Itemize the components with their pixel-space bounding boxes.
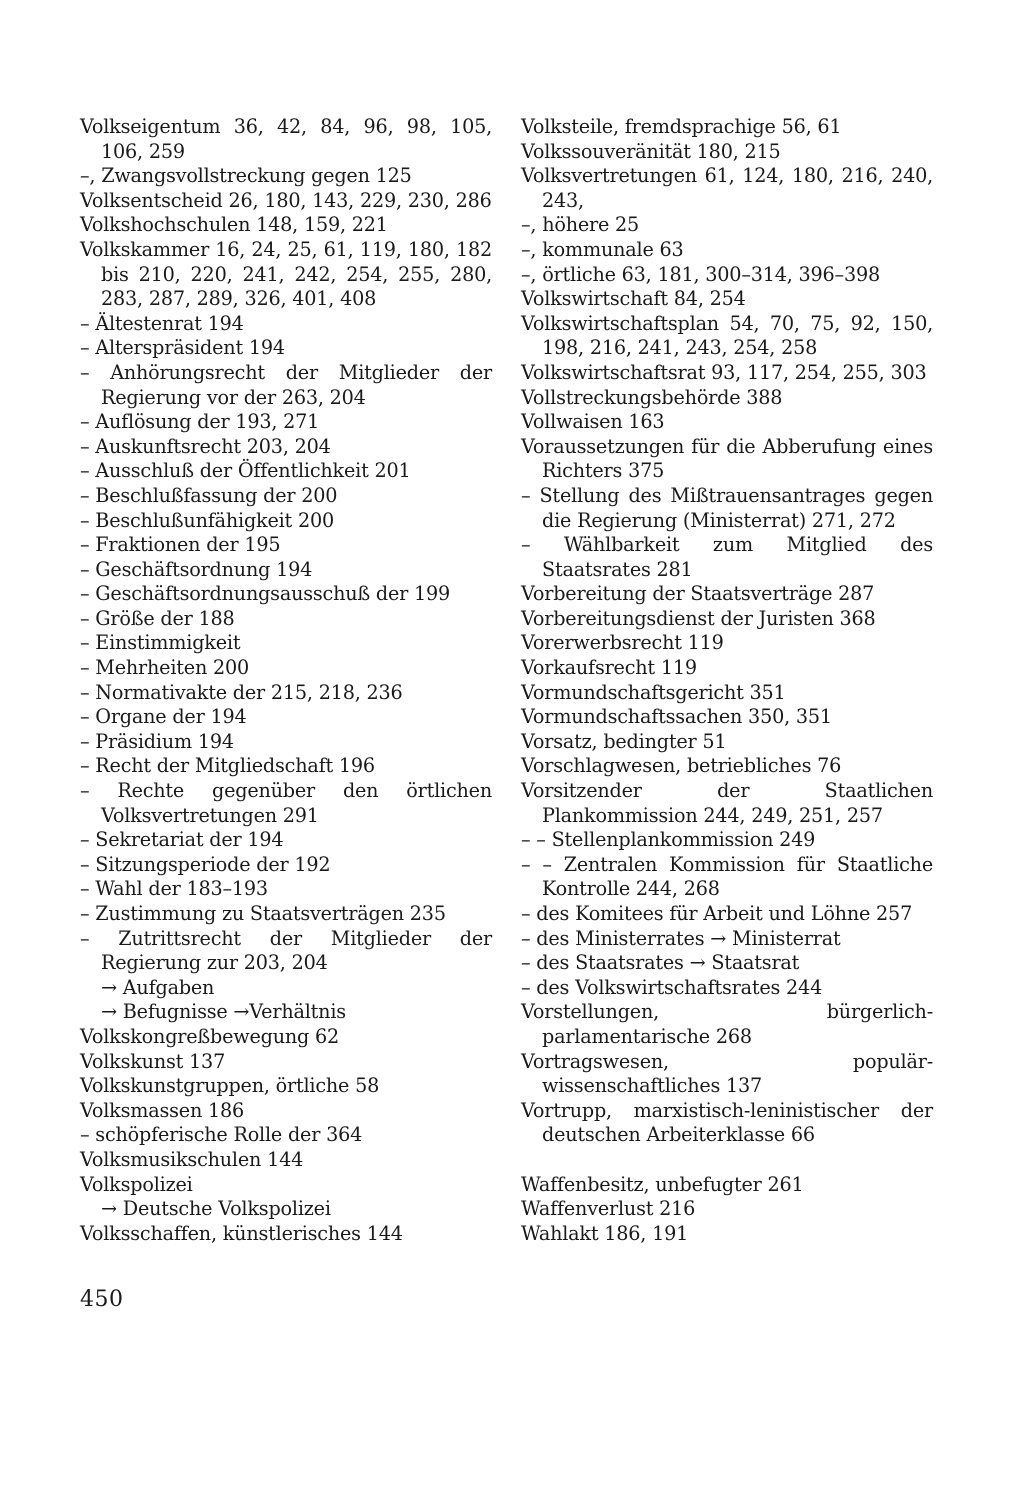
index-entry: Volksmassen 186	[80, 1098, 245, 1122]
index-entry: Volksschaffen, künstlerisches 144	[80, 1221, 403, 1245]
page-number: 450	[80, 1287, 124, 1312]
index-entry: – Anhörungsrecht der Mitglieder der Regierung vor der 263, 204	[80, 360, 492, 409]
index-entry: –, örtliche 63, 181, 300–314, 396–398	[521, 262, 880, 286]
index-entry: – Wahl der 183–193	[80, 877, 268, 901]
index-entry: – – Stellenplankommission 249	[521, 828, 816, 852]
index-entry: Volkspolizei	[80, 1172, 193, 1196]
index-entry: Vortrupp, marxistisch-leninistischer der deutschen Arbeiterklasse 66	[521, 1098, 933, 1147]
index-entry: Volkshochschulen 148, 159, 221	[80, 213, 388, 237]
index-entry: – Recht der Mitgliedschaft 196	[80, 754, 375, 778]
index-entry: – Wählbarkeit zum Mitglied des Staatsrates 281	[521, 533, 933, 581]
index-entry: – Einstimmigkeit	[80, 631, 241, 655]
index-entry: – Zutrittsrecht der Mitglieder der Regierung zur 203, 204	[80, 926, 492, 975]
index-entry: – des Ministerrates → Ministerrat	[521, 926, 841, 950]
index-column-left	[80, 115, 492, 1246]
cross-reference: → Deutsche Volkspolizei	[101, 1197, 331, 1221]
index-entry: – Auflösung der 193, 271	[80, 410, 320, 434]
index-entry: – Zustimmung zu Staatsverträgen 235	[80, 902, 446, 925]
index-entry: Volksmusikschulen 144	[80, 1147, 304, 1171]
index-entry: – Sitzungsperiode der 192	[80, 852, 331, 876]
index-entry: Vollwaisen 163	[521, 410, 665, 434]
index-entry: –, höhere 25	[521, 213, 640, 237]
index-entry: – Organe der 194	[80, 705, 247, 729]
index-entry: – Ältestenrat 194	[80, 311, 244, 335]
index-entry: Vorschlagwesen, betriebliches 76	[521, 754, 842, 778]
index-entry: – – Zentralen Kommission für Staatliche Kontrolle 244, 268	[521, 852, 933, 901]
index-entry: Wahlakt 186, 191	[521, 1221, 689, 1245]
index-entry: Vortragswesen, populär-wissenschaftliches 137	[521, 1049, 933, 1098]
index-entry: Volkskongreßbewegung 62	[80, 1024, 340, 1048]
index-entry: –, kommunale 63	[521, 237, 684, 261]
index-entry: – Beschlußunfähigkeit 200	[80, 508, 334, 532]
index-entry: – Geschäftsordnung 194	[80, 557, 313, 581]
index-entry: Volkswirtschaftsplan 54, 70, 75, 92, 150, 198, 216, 241, 243, 254, 258	[521, 311, 933, 360]
index-entry: – des Komitees für Arbeit und Löhne 257	[521, 902, 913, 925]
index-entry: – Sekretariat der 194	[80, 828, 284, 852]
index-entry: – Beschlußfassung der 200	[80, 483, 338, 507]
index-entry: – Normativakte der 215, 218, 236	[80, 680, 403, 704]
index-entry: Voraussetzungen für die Abberufung eines Richters 375	[521, 434, 933, 483]
index-entry: Volkskammer 16, 24, 25, 61, 119, 180, 182 bis 210, 220, 241, 242, 254, 255, 280, 283, 287, 289, 326, 401, 408	[80, 237, 492, 311]
index-entry: Vormundschaftssachen 350, 351	[521, 705, 832, 729]
index-entry: – Stellung des Mißtrauensantrages gegen die Regierung (Ministerrat) 271, 272	[521, 483, 933, 532]
index-entry: Waffenverlust 216	[521, 1197, 696, 1221]
index-entry: – Auskunftsrecht 203, 204	[80, 434, 331, 458]
index-entry: Volksentscheid 26, 180, 143, 229, 230, 286	[80, 188, 492, 212]
index-entry: – Alterspräsident 194	[80, 336, 285, 360]
index-entry: Volkswirtschaftsrat 93, 117, 254, 255, 303	[521, 360, 927, 384]
index-entry: – des Staatsrates → Staatsrat	[521, 951, 800, 975]
index-entry: – Geschäftsordnungsausschuß der 199	[80, 582, 451, 606]
index-entry: – Mehrheiten 200	[80, 656, 250, 680]
cross-reference: → Befugnisse →Verhältnis	[101, 1000, 346, 1024]
index-entry: –, Zwangsvollstreckung gegen 125	[80, 164, 412, 188]
index-entry: Vorsitzender der Staatlichen Plankommission 244, 249, 251, 257	[521, 779, 933, 827]
index-entry: – Rechte gegenüber den örtlichen Volksvertretungen 291	[80, 779, 492, 827]
index-entry: Volkssouveränität 180, 215	[521, 139, 781, 163]
index-entry: – schöpferische Rolle der 364	[80, 1123, 363, 1147]
index-column-right	[521, 115, 933, 1246]
index-entry: – Größe der 188	[80, 606, 235, 630]
cross-reference: → Aufgaben	[101, 975, 215, 999]
index-entry: Volkskunst 137	[80, 1049, 226, 1073]
index-entry: Vorsatz, bedingter 51	[521, 729, 727, 753]
index-entry: Volkswirtschaft 84, 254	[521, 287, 746, 311]
index-entry: – Fraktionen der 195	[80, 533, 281, 557]
index-entry: – des Volkswirtschaftsrates 244	[521, 975, 823, 999]
index-entry: Vorerwerbsrecht 119	[521, 631, 724, 655]
index-entry: – Ausschluß der Öffentlichkeit 201	[80, 459, 411, 483]
index-entry: Volksvertretungen 61, 124, 180, 216, 240, 243,	[521, 164, 933, 212]
index-entry: Volkseigentum 36, 42, 84, 96, 98, 105, 106, 259	[80, 115, 492, 163]
index-entry: Vorstellungen, bürgerlich-parlamentarische 268	[521, 1000, 933, 1048]
index-entry: Vorbereitung der Staatsverträge 287	[521, 582, 875, 606]
index-entry: Vollstreckungsbehörde 388	[521, 385, 783, 409]
index-entry: Waffenbesitz, unbefugter 261	[521, 1172, 804, 1196]
index-entry: Vorbereitungsdienst der Juristen 368	[521, 606, 876, 630]
index-entry: – Präsidium 194	[80, 729, 234, 753]
index-entry: Volksteile, fremdsprachige 56, 61	[521, 115, 842, 138]
index-entry: Volkskunstgruppen, örtliche 58	[80, 1074, 380, 1098]
index-entry: Vormundschaftsgericht 351	[521, 680, 786, 704]
index-entry: Vorkaufsrecht 119	[521, 656, 697, 680]
